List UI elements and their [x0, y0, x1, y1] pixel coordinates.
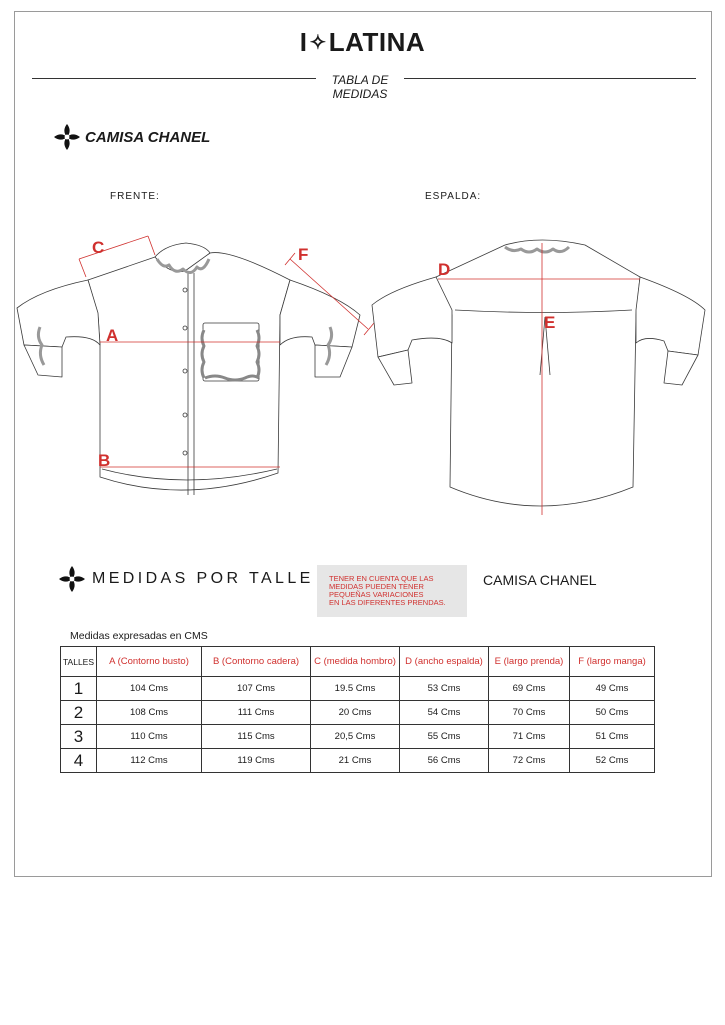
- table-cell: 108 Cms: [97, 701, 202, 725]
- size-cell: 2: [61, 701, 97, 725]
- marker-f: F: [298, 245, 309, 264]
- marker-e: E: [544, 313, 556, 332]
- table-cell: 51 Cms: [570, 725, 655, 749]
- column-header: TALLES: [61, 647, 97, 677]
- table-cell: 70 Cms: [489, 701, 570, 725]
- back-body-outline: [436, 240, 640, 506]
- table-product-name: CAMISA CHANEL: [483, 572, 597, 588]
- table-cell: 71 Cms: [489, 725, 570, 749]
- shirt-technical-drawing: [0, 225, 725, 525]
- table-cell: 56 Cms: [400, 749, 489, 773]
- table-cell: 111 Cms: [202, 701, 311, 725]
- column-header: A (Contorno busto): [97, 647, 202, 677]
- sparkle-icon: ✧: [309, 32, 327, 54]
- back-left-sleeve: [372, 277, 452, 357]
- header-rule-right: [404, 78, 696, 79]
- product-title: CAMISA CHANEL: [85, 128, 211, 146]
- front-view-label: FRENTE:: [110, 191, 160, 202]
- table-cell: 21 Cms: [311, 749, 400, 773]
- table-cell: 72 Cms: [489, 749, 570, 773]
- table-cell: 49 Cms: [570, 677, 655, 701]
- section-title: MEDIDAS POR TALLE: [92, 570, 314, 587]
- front-left-sleeve: [17, 280, 100, 347]
- table-row: [61, 725, 655, 749]
- variation-note: TENER EN CUENTA QUE LAS MEDIDAS PUEDEN TENER PEQUEÑAS VARIACIONES EN LAS DIFERENTES PRENDAS.: [317, 565, 467, 617]
- front-right-cuff: [315, 345, 352, 377]
- table-cell: 115 Cms: [202, 725, 311, 749]
- table-cell: 20 Cms: [311, 701, 400, 725]
- table-row: [61, 677, 655, 701]
- document-title: TABLA DE MEDIDAS: [331, 73, 389, 101]
- table-cell: 52 Cms: [570, 749, 655, 773]
- product-heading: [53, 122, 210, 152]
- table-cell: 53 Cms: [400, 677, 489, 701]
- table-cell: 50 Cms: [570, 701, 655, 725]
- column-header: F (largo manga): [570, 647, 655, 677]
- front-right-sleeve: [280, 280, 360, 347]
- header-rule-left: [32, 78, 316, 79]
- table-cell: 20,5 Cms: [311, 725, 400, 749]
- table-row: [61, 749, 655, 773]
- marker-b: B: [98, 451, 111, 470]
- column-header: B (Contorno cadera): [202, 647, 311, 677]
- table-cell: 119 Cms: [202, 749, 311, 773]
- column-header: C (medida hombro): [311, 647, 400, 677]
- table-cell: 104 Cms: [97, 677, 202, 701]
- chest-pocket: [203, 323, 259, 381]
- column-header: E (largo prenda): [489, 647, 570, 677]
- size-table: [60, 646, 655, 773]
- marker-d: D: [438, 260, 451, 279]
- back-shirt: [372, 240, 705, 506]
- table-cell: 54 Cms: [400, 701, 489, 725]
- back-right-sleeve: [636, 277, 705, 355]
- column-header: D (ancho espalda): [400, 647, 489, 677]
- table-cell: 112 Cms: [97, 749, 202, 773]
- units-caption: Medidas expresadas en CMS: [70, 630, 208, 642]
- back-view-label: ESPALDA:: [425, 191, 482, 202]
- table-cell: 55 Cms: [400, 725, 489, 749]
- front-shirt: [17, 243, 360, 495]
- marker-a: A: [106, 326, 119, 345]
- size-cell: 3: [61, 725, 97, 749]
- size-cell: 4: [61, 749, 97, 773]
- table-cell: 19.5 Cms: [311, 677, 400, 701]
- table-header-row: [61, 647, 655, 677]
- table-row: [61, 701, 655, 725]
- back-right-cuff: [664, 351, 698, 385]
- table-cell: 69 Cms: [489, 677, 570, 701]
- fleur-icon: [58, 565, 86, 593]
- brand-logo: I ✧LATINA: [299, 27, 426, 57]
- table-cell: 110 Cms: [97, 725, 202, 749]
- section-heading: [58, 564, 314, 594]
- marker-c: C: [92, 238, 105, 257]
- fleur-icon: [53, 123, 81, 151]
- size-cell: 1: [61, 677, 97, 701]
- table-cell: 107 Cms: [202, 677, 311, 701]
